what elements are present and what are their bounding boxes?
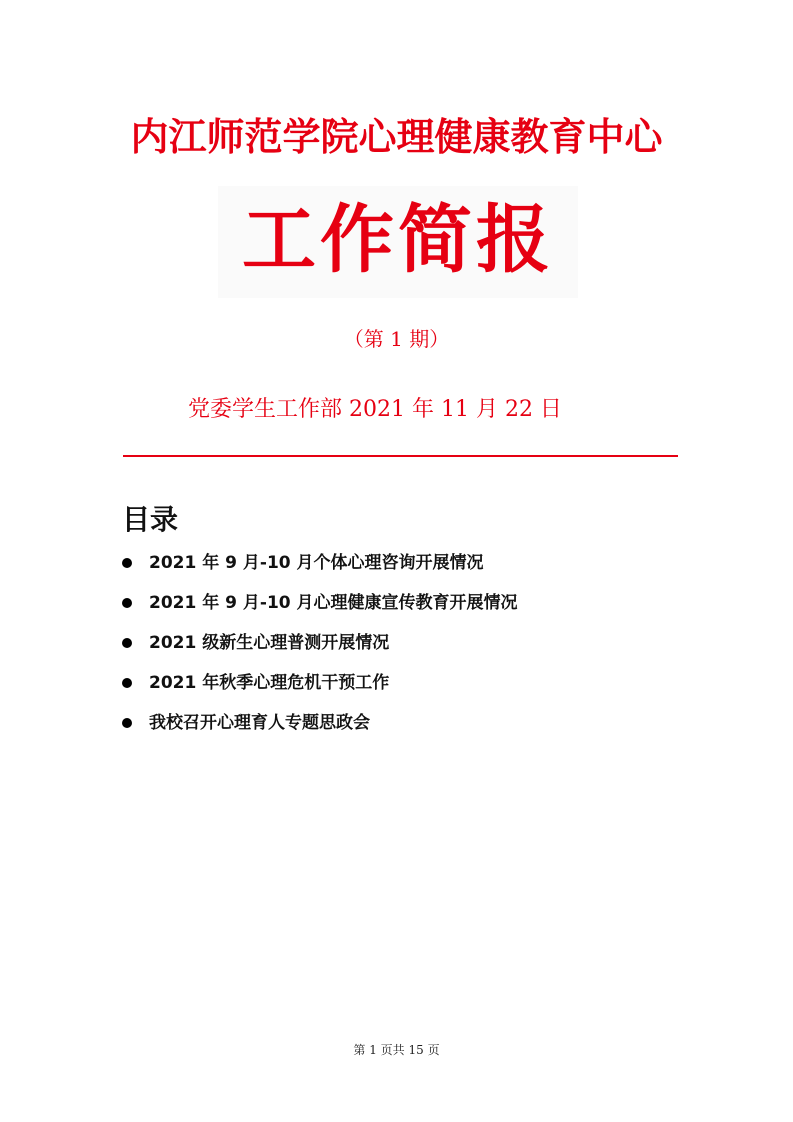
- toc-item-text: 2021 年 9 月-10 月个体心理咨询开展情况: [149, 553, 484, 573]
- bullet-icon: [122, 558, 132, 568]
- toc-item-text: 2021 年秋季心理危机干预工作: [149, 673, 390, 693]
- header-divider: [123, 455, 678, 457]
- toc-item: [122, 703, 518, 743]
- organization-title: 内江师范学院心理健康教育中心: [130, 114, 663, 159]
- department-and-date: 党委学生工作部 2021 年 11 月 22 日: [188, 397, 562, 422]
- report-banner: [218, 186, 578, 298]
- toc-item: [122, 583, 518, 623]
- toc-item-text: 2021 级新生心理普测开展情况: [149, 633, 390, 653]
- toc-item-text: 2021 年 9 月-10 月心理健康宣传教育开展情况: [149, 593, 518, 613]
- toc-item: [122, 663, 518, 703]
- page-footer: 第 1 页共 15 页: [353, 1043, 440, 1057]
- bullet-icon: [122, 598, 132, 608]
- toc-list: [122, 543, 518, 743]
- bullet-icon: [122, 638, 132, 648]
- issue-number: （第 1 期）: [343, 327, 450, 351]
- toc-item: [122, 623, 518, 663]
- report-title: 工作简报: [242, 197, 554, 283]
- bullet-icon: [122, 678, 132, 688]
- toc-heading: 目录: [122, 503, 179, 536]
- toc-item-text: 我校召开心理育人专题思政会: [149, 713, 370, 733]
- toc-item: [122, 543, 518, 583]
- bullet-icon: [122, 718, 132, 728]
